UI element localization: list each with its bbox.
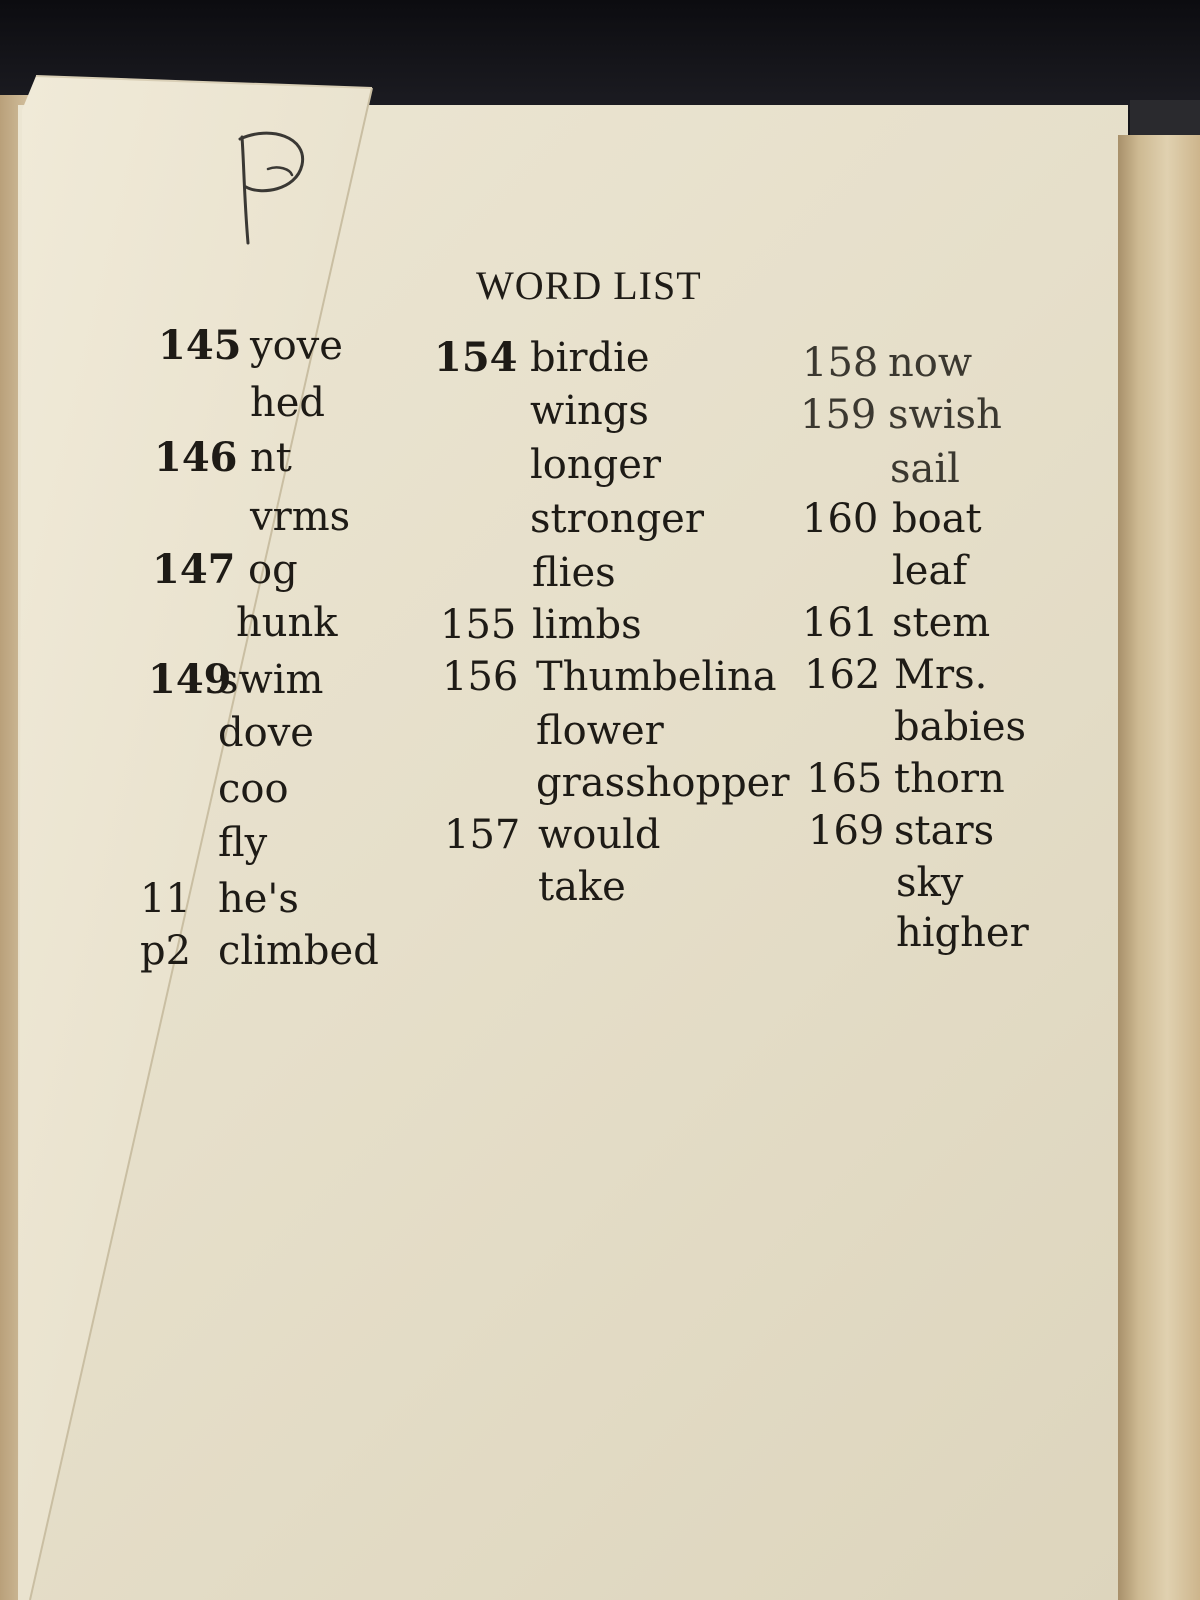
page-number: 157 [444, 812, 521, 858]
list-item [804, 652, 987, 698]
word: higher [896, 910, 1029, 956]
page-number: 160 [802, 496, 879, 542]
page-number: 158 [802, 340, 879, 386]
list-item [218, 766, 289, 812]
list-item [440, 602, 642, 648]
list-item [148, 656, 324, 703]
word: flies [532, 550, 616, 596]
word: wings [530, 388, 649, 434]
page-number: 147 [152, 546, 236, 593]
list-item [154, 434, 292, 481]
page-number: p2 [140, 928, 192, 974]
list-item [140, 876, 299, 922]
list-item [158, 322, 343, 369]
word: coo [218, 766, 289, 812]
list-item [444, 812, 660, 858]
list-item [896, 860, 963, 906]
page-number: 169 [808, 808, 885, 854]
word: limbs [532, 602, 642, 648]
word: Thumbelina [536, 654, 777, 700]
page-title: WORD LIST [476, 263, 702, 308]
list-item [140, 928, 379, 974]
word: swim [218, 657, 324, 703]
list-item [250, 380, 325, 426]
list-item [802, 340, 972, 386]
word: dove [218, 710, 314, 756]
list-item [218, 710, 314, 756]
word: birdie [530, 335, 650, 381]
word: thorn [894, 756, 1005, 802]
word: grasshopper [536, 760, 790, 806]
word: boat [892, 496, 982, 542]
word: now [888, 340, 973, 386]
page-number: 11 [140, 876, 191, 922]
word: take [538, 864, 626, 910]
word: climbed [218, 928, 379, 974]
word: nt [250, 435, 292, 481]
list-item [802, 496, 982, 542]
list-item [530, 442, 661, 488]
word: og [248, 547, 298, 593]
list-item [808, 808, 994, 854]
list-item [532, 550, 616, 596]
word: hed [250, 380, 326, 426]
word: hunk [236, 600, 338, 646]
list-item [530, 388, 649, 434]
list-item [236, 600, 338, 646]
word: vrms [250, 494, 351, 540]
word: yove [250, 323, 343, 369]
list-item [800, 392, 1002, 438]
word: he's [218, 876, 299, 922]
list-item [896, 910, 1029, 956]
list-item [218, 820, 267, 866]
page-number: 146 [154, 434, 238, 481]
page-number: 159 [800, 392, 877, 438]
page-number: 165 [806, 756, 883, 802]
page-number: 155 [440, 602, 517, 648]
word: sky [896, 860, 964, 906]
page-number: 156 [442, 654, 519, 700]
list-item [890, 446, 960, 492]
word: stronger [530, 496, 704, 542]
list-item [892, 548, 967, 594]
page-number: 145 [158, 322, 242, 369]
word: would [538, 812, 661, 858]
word: longer [530, 442, 662, 488]
page-number: 149 [148, 656, 232, 703]
page-number: 154 [434, 334, 518, 381]
word: swish [888, 392, 1002, 438]
list-item [442, 654, 777, 700]
list-item [530, 496, 704, 542]
word: flower [536, 708, 664, 754]
word: sail [890, 446, 960, 492]
word: fly [218, 820, 268, 866]
list-item [802, 600, 990, 646]
list-item [538, 864, 626, 910]
page-number: 161 [802, 600, 879, 646]
word: stars [894, 808, 995, 854]
list-item [536, 708, 664, 754]
list-item [894, 704, 1026, 750]
word: Mrs. [894, 652, 988, 698]
list-item [434, 334, 650, 381]
list-item [806, 756, 1005, 802]
list-item [250, 494, 350, 540]
word: stem [892, 600, 991, 646]
word: babies [894, 704, 1027, 750]
word: leaf [892, 548, 968, 594]
list-item [536, 760, 789, 806]
list-item [152, 546, 298, 593]
page-number: 162 [804, 652, 881, 698]
